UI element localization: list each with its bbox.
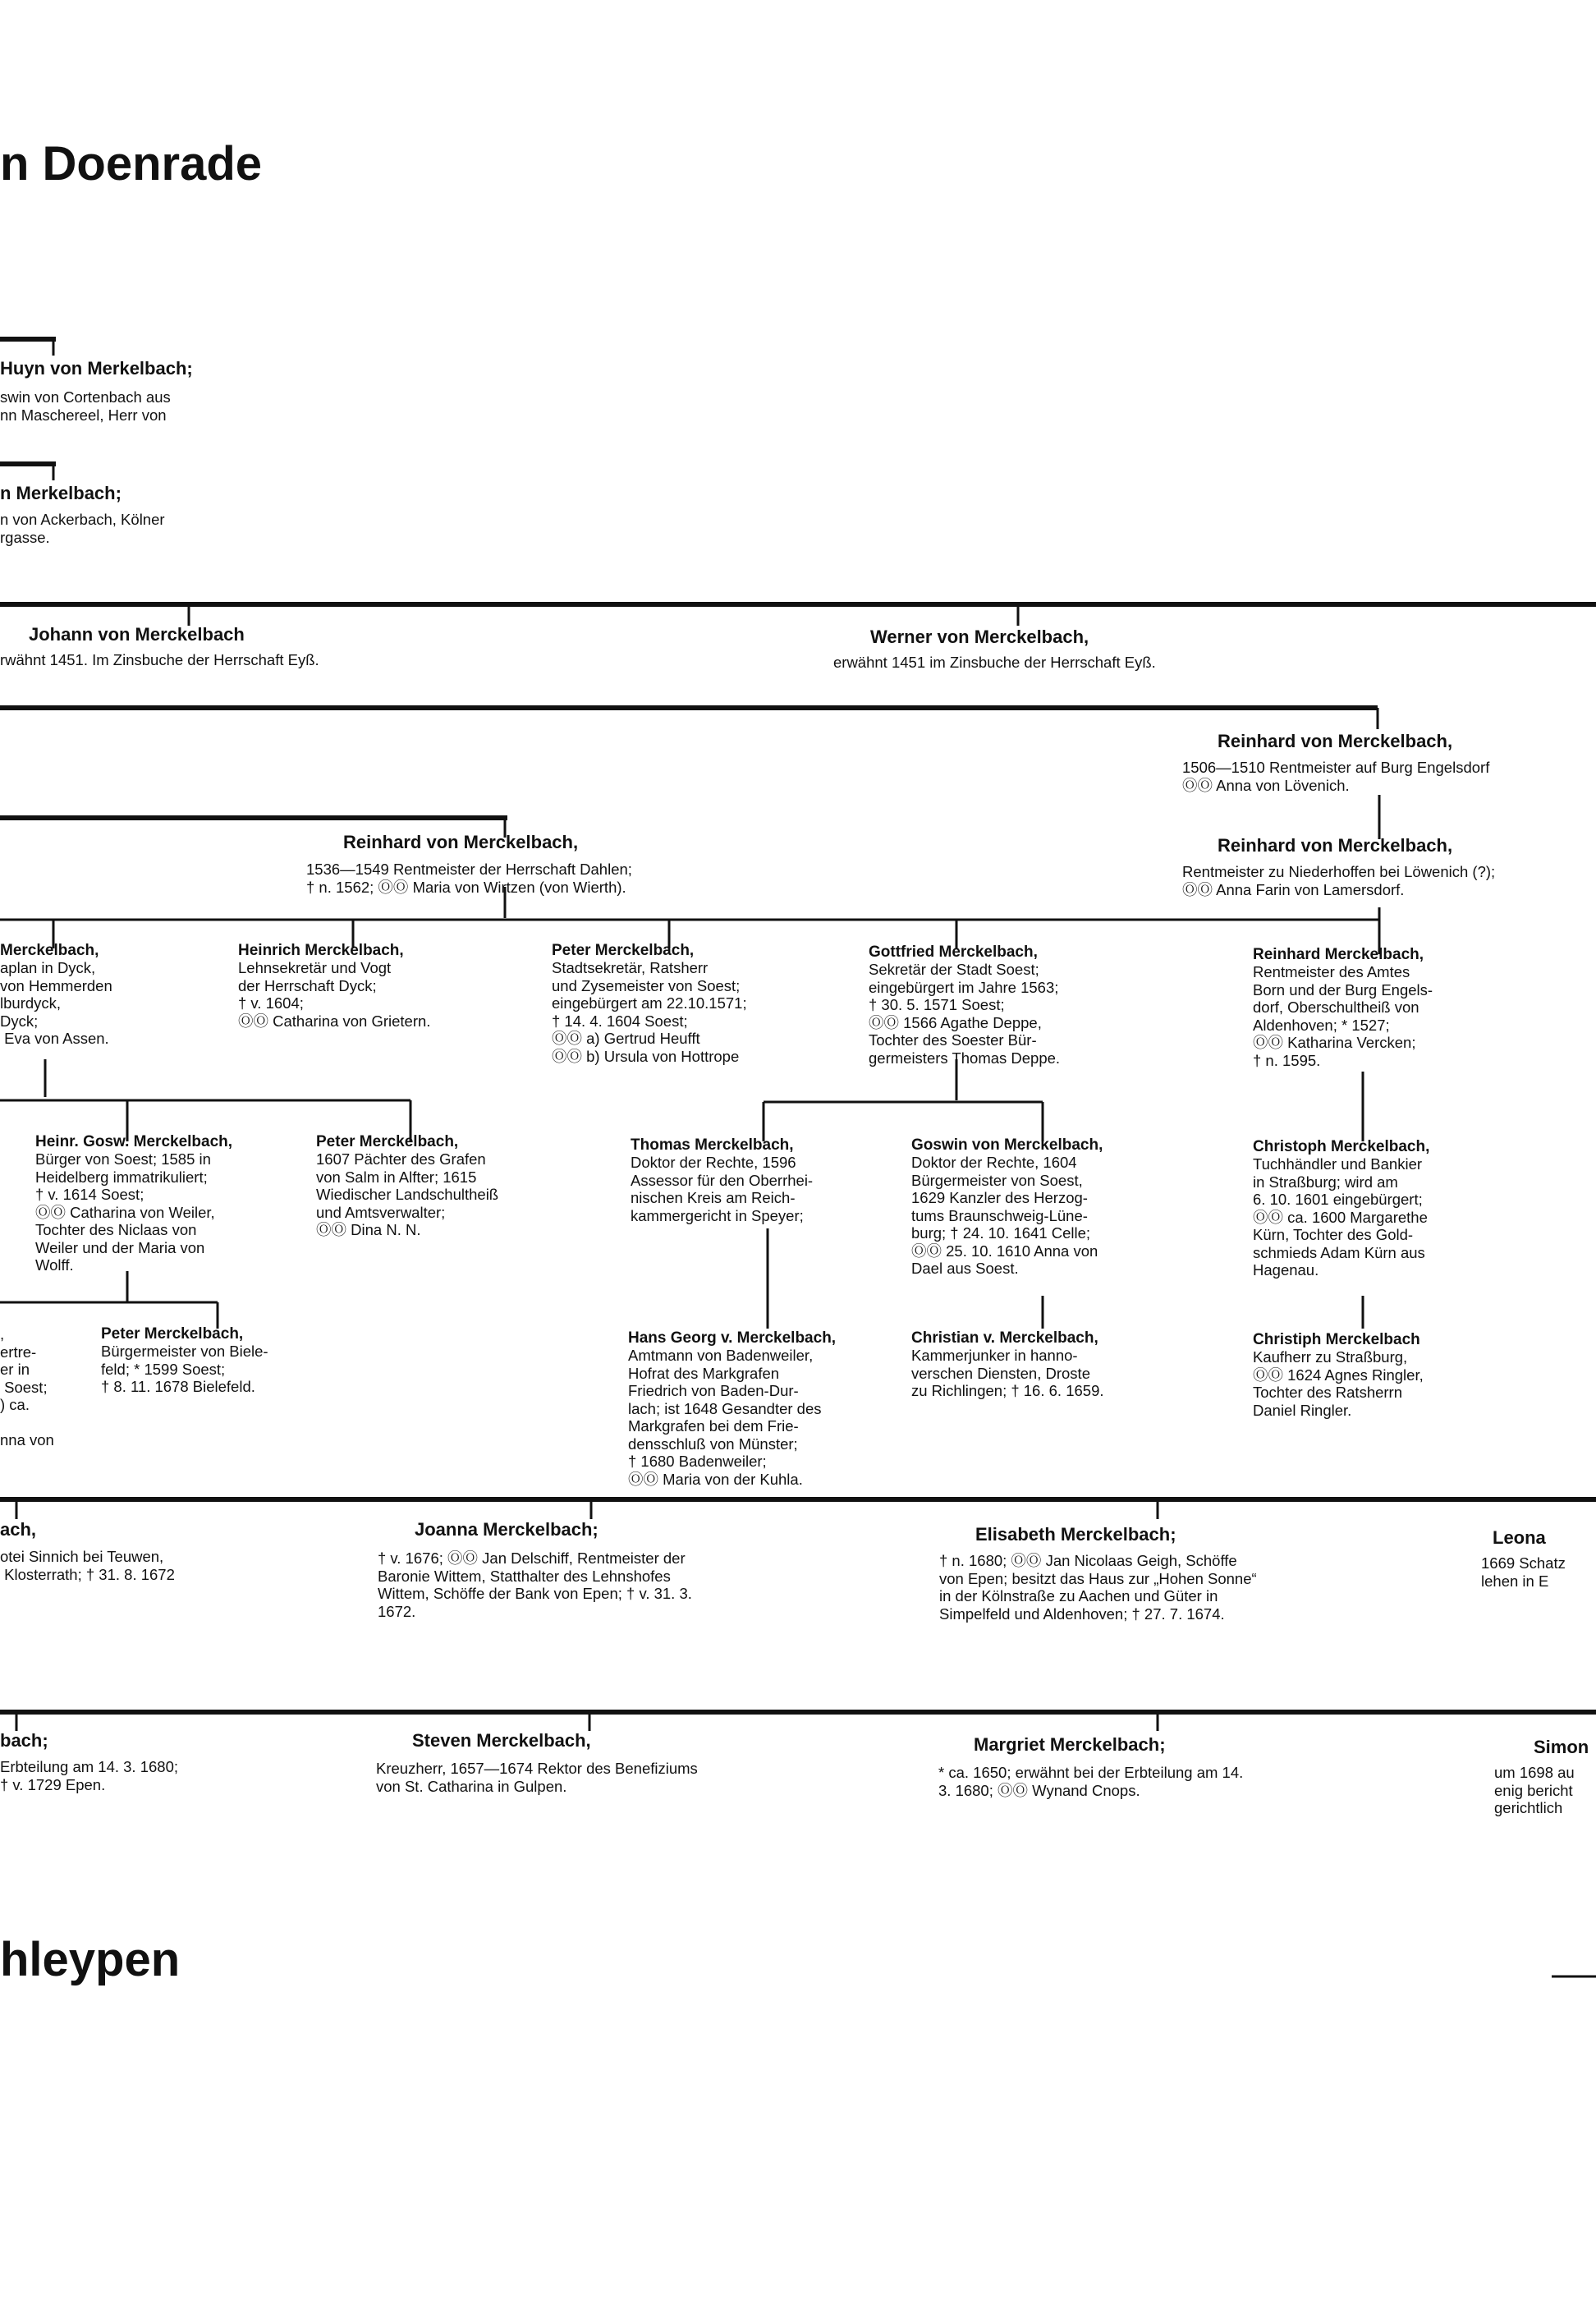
gen1-desc: swin von Cortenbach aus nn Maschereel, Herr von <box>0 388 171 424</box>
reinhard-right-desc: 1506—1510 Rentmeister auf Burg Engelsdorf ⓄⓄ Anna von Lövenich. <box>1182 759 1490 794</box>
margriet-desc: * ca. 1650; erwähnt bei der Erbteilung am 14. 3. 1680; ⓄⓄ Wynand Cnops. <box>938 1764 1244 1799</box>
christoph-name: Christoph Merckelbach, <box>1253 1138 1430 1155</box>
reinhard-mid-name: Reinhard von Merckelbach, <box>343 832 579 852</box>
leona-desc: 1669 Schatz lehen in E <box>1481 1554 1566 1590</box>
hans-georg-name: Hans Georg v. Merckelbach, <box>628 1329 837 1347</box>
gottfried-name: Gottfried Merckelbach, <box>869 943 1038 961</box>
steven-name: Steven Merckelbach, <box>412 1730 591 1751</box>
christiph-desc: Kaufherr zu Straßburg, ⓄⓄ 1624 Agnes Ringler, Tochter des Ratsherrn Daniel Ringler. <box>1253 1348 1424 1419</box>
peter-desc: Stadtsekretär, Ratsherr und Zysemeister von Soest; eingebürgert am 22.10.1571; † 14. 4. 1604 Soest; ⓄⓄ a) Gertrud Heufft ⓄⓄ b) Ursula von Hottrope <box>552 959 747 1065</box>
elisabeth-desc: † n. 1680; ⓄⓄ Jan Nicolaas Geigh, Schöffe von Epen; besitzt das Haus zur „Hohen Sonne“ in der Kölnstraße zu Aachen und Güter in Simpelfeld und Aldenhoven; † 27. 7. 1674. <box>939 1552 1257 1623</box>
thomas-name: Thomas Merckelbach, <box>631 1136 794 1154</box>
goswin-desc: Doktor der Rechte, 1604 Bürgermeister von Soest, 1629 Kanzler des Herzog- tums Braunschweig-Lüne- burg; † 24. 10. 1641 Celle; ⓄⓄ 25. 10. 1610 Anna von Dael aus Soest. <box>911 1154 1098 1277</box>
christiph-name: Christiph Merckelbach <box>1253 1331 1420 1348</box>
reinhard-right2-name: Reinhard von Merckelbach, <box>1218 835 1453 856</box>
reinhard-amtes-name: Reinhard Merckelbach, <box>1253 946 1424 963</box>
bach-name: bach; <box>0 1730 48 1751</box>
leona-name: Leona <box>1493 1527 1546 1548</box>
steven-desc: Kreuzherr, 1657—1674 Rektor des Benefiziums von St. Catharina in Gulpen. <box>376 1760 698 1795</box>
ach-name: ach, <box>0 1519 37 1540</box>
reinhard-mid-desc: 1536—1549 Rentmeister der Herrschaft Dahlen; † n. 1562; ⓄⓄ Maria von Wirtzen (von Wierth). <box>306 861 632 896</box>
peter-salm-name: Peter Merckelbach, <box>316 1133 459 1150</box>
left-partial-desc: , ertre- er in Soest; ) ca. nna von <box>0 1325 54 1448</box>
reinhard-amtes-desc: Rentmeister des Amtes Born und der Burg Engels- dorf, Oberschultheiß von Aldenhoven; * 1527; ⓄⓄ Katharina Vercken; † n. 1595. <box>1253 963 1433 1069</box>
heinrich-desc: Lehnsekretär und Vogt der Herrschaft Dyck; † v. 1604; ⓄⓄ Catharina von Grietern. <box>238 959 431 1030</box>
heinrich-name: Heinrich Merckelbach, <box>238 942 404 959</box>
merckelbach-left-desc: aplan in Dyck, von Hemmerden lburdyck, Dyck; Eva von Assen. <box>0 959 112 1047</box>
elisabeth-name: Elisabeth Merckelbach; <box>975 1524 1176 1545</box>
bach-desc: Erbteilung am 14. 3. 1680; † v. 1729 Epen. <box>0 1758 179 1793</box>
peter-name: Peter Merckelbach, <box>552 942 695 959</box>
goswin-name: Goswin von Merckelbach, <box>911 1136 1103 1154</box>
heinr-gosw-name: Heinr. Gosw. Merckelbach, <box>35 1133 233 1150</box>
gen2-name: n Merkelbach; <box>0 483 122 503</box>
simon-desc: um 1698 au enig bericht gerichtlich <box>1494 1764 1575 1816</box>
joanna-name: Joanna Merckelbach; <box>415 1519 598 1540</box>
reinhard-right-name: Reinhard von Merckelbach, <box>1218 731 1453 751</box>
christian-name: Christian v. Merckelbach, <box>911 1329 1098 1347</box>
title-top: n Doenrade <box>0 137 263 191</box>
ach-desc: otei Sinnich bei Teuwen, Klosterrath; † 31. 8. 1672 <box>0 1548 175 1583</box>
peter-bielefeld-desc: Bürgermeister von Biele- feld; * 1599 Soest; † 8. 11. 1678 Bielefeld. <box>101 1343 268 1395</box>
gen2-desc: n von Ackerbach, Kölner rgasse. <box>0 511 165 546</box>
peter-salm-desc: 1607 Pächter des Grafen von Salm in Alfter; 1615 Wiedischer Landschultheiß und Amtsverwalter; ⓄⓄ Dina N. N. <box>316 1150 499 1238</box>
margriet-name: Margriet Merckelbach; <box>974 1734 1166 1755</box>
werner-desc: erwähnt 1451 im Zinsbuche der Herrschaft Eyß. <box>833 654 1156 671</box>
gen1-name: Huyn von Merkelbach; <box>0 358 193 379</box>
johann-name: Johann von Merckelbach <box>29 624 245 645</box>
simon-name: Simon <box>1534 1737 1589 1757</box>
title-bottom: hleypen <box>0 1933 181 1986</box>
johann-desc: rwähnt 1451. Im Zinsbuche der Herrschaft Eyß. <box>0 651 319 668</box>
christian-desc: Kammerjunker in hanno- verschen Diensten, Droste zu Richlingen; † 16. 6. 1659. <box>911 1347 1104 1399</box>
heinr-gosw-desc: Bürger von Soest; 1585 in Heidelberg immatrikuliert; † v. 1614 Soest; ⓄⓄ Catharina von Weiler, Tochter des Niclaas von Weiler und der Maria von Wolff. <box>35 1150 215 1274</box>
merckelbach-left-name: Merckelbach, <box>0 942 99 959</box>
werner-name: Werner von Merckelbach, <box>870 627 1089 647</box>
thomas-desc: Doktor der Rechte, 1596 Assessor für den Oberrhei- nischen Kreis am Reich- kammergericht in Speyer; <box>631 1154 814 1224</box>
gottfried-desc: Sekretär der Stadt Soest; eingebürgert im Jahre 1563; † 30. 5. 1571 Soest; ⓄⓄ 1566 Agathe Deppe, Tochter des Soester Bür- germeisters Thomas Deppe. <box>869 961 1061 1067</box>
reinhard-right2-desc: Rentmeister zu Niederhoffen bei Löwenich (?); ⓄⓄ Anna Farin von Lamersdorf. <box>1182 863 1496 898</box>
hans-georg-desc: Amtmann von Badenweiler, Hofrat des Markgrafen Friedrich von Baden-Dur- lach; ist 1648 Gesandter des Markgrafen bei dem Frie- densschluß von Münster; † 1680 Badenweiler; ⓄⓄ Maria von der Kuhla. <box>628 1347 822 1488</box>
peter-bielefeld-name: Peter Merckelbach, <box>101 1325 244 1343</box>
joanna-desc: † v. 1676; ⓄⓄ Jan Delschiff, Rentmeister der Baronie Wittem, Statthalter des Lehnshofes Wittem, Schöffe der Bank von Epen; † v. 31. 3. 1672. <box>378 1549 692 1620</box>
christoph-desc: Tuchhändler und Bankier in Straßburg; wird am 6. 10. 1601 eingebürgert; ⓄⓄ ca. 1600 Margarethe Kürn, Tochter des Gold- schmieds Adam Kürn aus Hagenau. <box>1253 1155 1428 1279</box>
